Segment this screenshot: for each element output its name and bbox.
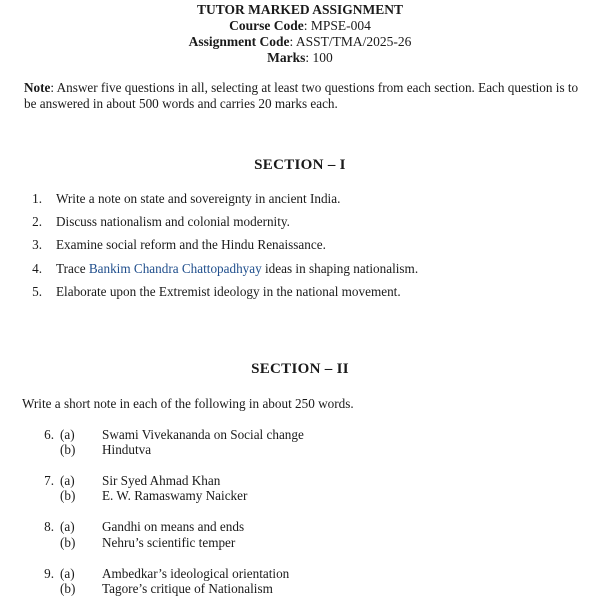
section-2-instruction: Write a short note in each of the following in about 250 words. <box>22 396 354 411</box>
assignment-code-label: Assignment Code <box>188 34 290 49</box>
instructions-note <box>24 80 584 112</box>
marks-line <box>0 50 600 66</box>
sub-label: (a) <box>60 427 75 442</box>
sub-question-text: Ambedkar’s ideological orientation <box>102 566 290 581</box>
sub-label: (b) <box>60 442 76 457</box>
sub-label: (b) <box>60 488 76 503</box>
course-code-line <box>0 18 600 34</box>
sub-label: (a) <box>60 473 75 488</box>
sub-label: (a) <box>60 519 75 534</box>
sub-question-text: E. W. Ramaswamy Naicker <box>102 488 248 503</box>
question-text: Elaborate upon the Extremist ideology in the national movement. <box>56 284 401 299</box>
course-code-value: : MPSE-004 <box>303 18 371 33</box>
question-number: 4. <box>32 261 42 276</box>
sub-label: (a) <box>60 566 75 581</box>
marks-label: Marks <box>267 50 306 65</box>
sub-label: (b) <box>60 581 76 596</box>
sub-question-text: Tagore’s critique of Nationalism <box>102 581 273 596</box>
sub-question-text: Sir Syed Ahmad Khan <box>102 473 221 488</box>
question-number: 9. <box>44 566 54 581</box>
section-1-heading: SECTION – I <box>254 157 346 173</box>
question-text: Discuss nationalism and colonial modernity. <box>56 214 290 229</box>
note-label: Note <box>24 80 51 95</box>
assignment-code-value: : ASST/TMA/2025-26 <box>289 34 412 49</box>
question-number: 5. <box>32 284 42 299</box>
question-text-post: ideas in shaping nationalism. <box>261 261 419 276</box>
question-text: Write a note on state and sovereignty in ancient India. <box>56 191 341 206</box>
course-code-label: Course Code <box>229 18 304 33</box>
sub-question-text: Hindutva <box>102 442 152 457</box>
page-title: TUTOR MARKED ASSIGNMENT <box>196 2 404 17</box>
list-item <box>20 191 340 207</box>
question-number: 2. <box>32 214 42 229</box>
section-2-heading: SECTION – II <box>251 361 349 377</box>
list-item <box>20 214 290 230</box>
sub-question-text: Nehru’s scientific temper <box>102 535 236 550</box>
question-number: 7. <box>44 473 54 488</box>
sub-question-text: Gandhi on means and ends <box>102 519 245 534</box>
assignment-code-line <box>0 34 600 50</box>
question-text-pre: Trace <box>56 261 89 276</box>
question-number: 3. <box>32 237 42 252</box>
question-number: 8. <box>44 519 54 534</box>
bankim-link[interactable]: Bankim Chandra Chattopadhyay <box>88 261 262 276</box>
sub-question-text: Swami Vivekananda on Social change <box>102 427 304 442</box>
marks-value: : 100 <box>305 50 333 65</box>
list-item <box>20 237 326 253</box>
note-text: : Answer five questions in all, selecting at least two questions from each section. Each question is to be answered in about 500 words and carries 20 marks each. <box>24 80 579 111</box>
question-text: Examine social reform and the Hindu Renaissance. <box>56 237 326 252</box>
list-item <box>20 261 418 277</box>
sub-label: (b) <box>60 535 76 550</box>
question-number: 6. <box>44 427 54 442</box>
list-item <box>20 284 401 300</box>
question-number: 1. <box>32 191 42 206</box>
